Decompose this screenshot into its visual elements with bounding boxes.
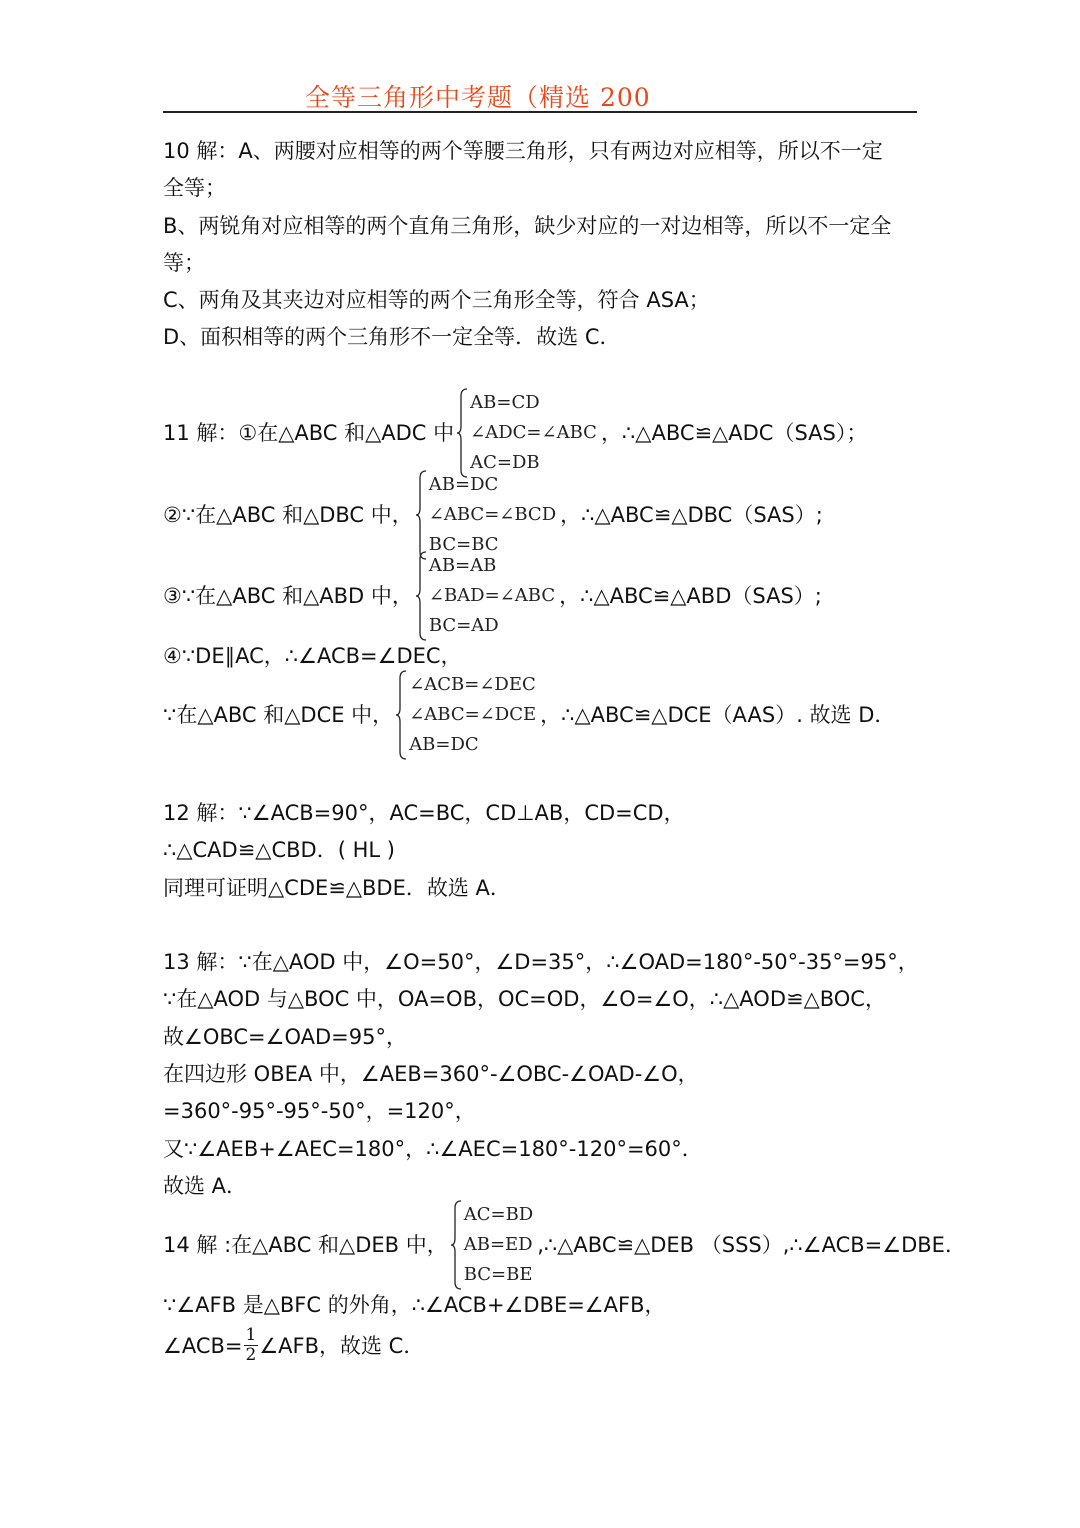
q11-s3-prefix: ③∵在△ABC 和△ABD 中， [163, 584, 413, 608]
left-brace-icon [450, 1200, 462, 1290]
q10-line-4: 等； [163, 251, 205, 275]
q11-s5-row-3: AB=DC [409, 734, 479, 755]
half-fraction [244, 1326, 259, 1365]
q11-s3-row-3: BC=AD [428, 615, 499, 636]
q11-s2-prefix: ②∵在△ABC 和△DBC 中， [163, 503, 413, 527]
q11-s1-system [456, 388, 597, 478]
q13-line-1: 13 解：∵在△AOD 中，∠O=50°，∠D=35°，∴∠OAD=180°-50°-35°=95°， [163, 950, 919, 974]
q11-s3-row-1: AB=AB [428, 555, 497, 576]
q13-line-2: ∵在△AOD 与△BOC 中，OA=OB，OC=OD，∠O=∠O，∴△AOD≌△BOC， [163, 987, 886, 1011]
q10-line-6: D、面积相等的两个三角形不一定全等．故选 C． [163, 325, 621, 349]
q13-line-5: =360°-95°-95°-50°，=120°， [163, 1099, 476, 1123]
q13-line-4: 在四边形 OBEA 中，∠AEB=360°-∠OBC-∠OAD-∠O， [163, 1062, 699, 1086]
q14-statement-1 [163, 1200, 966, 1290]
q11-s5-system [395, 670, 536, 760]
q11-s3-suffix: ，∴△ABC≌△ABD（SAS）; [559, 584, 822, 608]
q11-s3-system [415, 551, 555, 641]
q11-s1-suffix: ，∴△ABC≌△ADC（SAS）； [600, 421, 868, 445]
q14-line-3-prefix: ∠ACB= [163, 1333, 243, 1358]
q10-line-1: 10 解：A、两腰对应相等的两个等腰三角形，只有两边对应相等，所以不一定 [163, 139, 883, 163]
q11-s1-prefix: 11 解：①在△ABC 和△ADC 中 [163, 421, 455, 445]
q11-s2-system [415, 470, 556, 560]
q12-line-3: 同理可证明△CDE≌△BDE．故选 A． [163, 876, 511, 900]
q10-line-3: B、两锐角对应相等的两个直角三角形，缺少对应的一对边相等，所以不一定全 [163, 214, 892, 238]
q11-line-4: ④∵DE∥AC，∴∠ACB=∠DEC， [163, 644, 462, 668]
fraction-denominator: 2 [245, 1345, 257, 1365]
header-divider [163, 111, 917, 113]
q14-s1-row-1: AC=BD [463, 1204, 534, 1225]
page-title: 全等三角形中考题（精选 200 [305, 83, 651, 112]
q14-s1-row-2: AB=ED [463, 1234, 533, 1255]
q14-s1-system [450, 1200, 534, 1290]
q11-s2-row-3: BC=BC [428, 534, 499, 555]
left-brace-icon [456, 388, 468, 478]
q14-line-3-suffix: ∠AFB，故选 C． [259, 1333, 425, 1358]
q14-s1-suffix: ,∴△ABC≌△DEB （SSS）,∴∠ACB=∠DBE． [537, 1233, 966, 1257]
q11-statement-1 [163, 388, 867, 478]
q12-line-2: ∴△CAD≌△CBD．( HL ) [163, 838, 395, 862]
q11-statement-3 [163, 551, 822, 641]
q13-line-3: 故∠OBC=∠OAD=95°， [163, 1025, 407, 1049]
q10-line-5: C、两角及其夹边对应相等的两个三角形全等，符合 ASA； [163, 288, 710, 312]
q11-s3-row-2: ∠BAD=∠ABC [428, 585, 556, 606]
q11-s1-row-1: AB=CD [470, 392, 540, 413]
q10-line-2: 全等； [163, 176, 226, 200]
fraction-numerator: 1 [245, 1325, 257, 1345]
q14-s1-prefix: 14 解 :在△ABC 和△DEB 中， [163, 1233, 448, 1257]
q11-s2-suffix: ，∴△ABC≌△DBC（SAS）; [560, 503, 823, 527]
q13-line-6: 又∵∠AEB+∠AEC=180°，∴∠AEC=180°-120°=60°． [163, 1137, 703, 1161]
q13-line-7: 故选 A． [163, 1174, 248, 1198]
q14-line-2: ∵∠AFB 是△BFC 的外角，∴∠ACB+∠DBE=∠AFB， [163, 1293, 666, 1317]
q11-statement-5 [163, 670, 895, 760]
q14-line-3 [163, 1326, 424, 1365]
q14-s1-row-3: BC=BE [463, 1264, 533, 1285]
q11-s5-suffix: ，∴△ABC≌△DCE（AAS）. 故选 D． [540, 703, 896, 727]
q11-s2-row-1: AB=DC [428, 474, 499, 495]
q12-line-1: 12 解：∵∠ACB=90°，AC=BC，CD⊥AB，CD=CD， [163, 801, 685, 825]
left-brace-icon [415, 551, 427, 641]
left-brace-icon [415, 470, 427, 560]
q11-s1-row-2: ∠ADC=∠ABC [470, 422, 597, 443]
q11-s5-row-1: ∠ACB=∠DEC [409, 674, 536, 695]
q11-s5-row-2: ∠ABC=∠DCE [409, 704, 537, 725]
q11-statement-2 [163, 470, 823, 560]
q11-s1-row-3: AC=DB [470, 452, 540, 473]
q11-s2-row-2: ∠ABC=∠BCD [428, 504, 557, 525]
q11-s5-prefix: ∵在△ABC 和△DCE 中， [163, 703, 394, 727]
left-brace-icon [395, 670, 407, 760]
